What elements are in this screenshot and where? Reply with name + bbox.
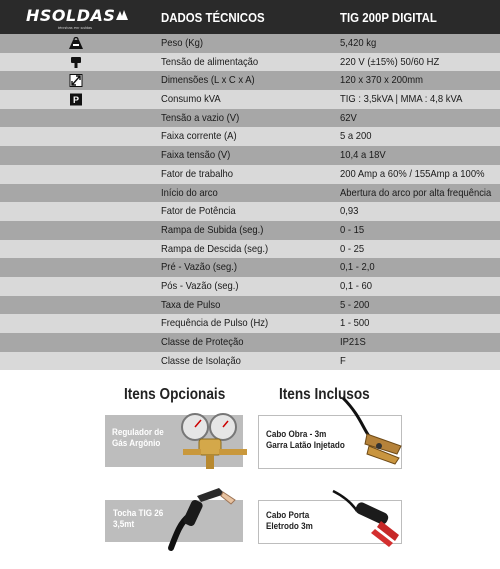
spec-label: Faixa corrente (A) [161,130,237,143]
spec-value: 0 - 15 [340,223,365,236]
model-heading: TIG 200P DIGITAL [340,10,437,25]
ground-clamp-card [258,415,402,469]
spec-label: Dimensões (L x C x A) [161,74,255,87]
spec-label: Tensão de alimentação [161,55,259,68]
spec-label: Rampa de Descida (seg.) [161,242,269,255]
technical-data-heading: DADOS TÉCNICOS [161,10,265,25]
spec-row [0,184,500,203]
spec-label: Tensão a vazio (V) [161,111,240,124]
spec-value: F [340,354,346,367]
spec-row [0,202,500,221]
spec-row [0,277,500,296]
spec-row [0,240,500,259]
electrode-holder-image [331,487,401,547]
spec-label: Consumo kVA [161,93,221,106]
spec-row [0,296,500,315]
spec-label: Fator de Potência [161,205,236,218]
brand-logo: HSOLDAS [26,6,116,25]
spec-value: 220 V (±15%) 50/60 HZ [340,55,440,68]
spec-value: 0,1 - 2,0 [340,261,375,274]
spec-label: Frequência de Pulso (Hz) [161,317,269,330]
electrode-holder-label: Cabo Porta Eletrodo 3m [266,510,313,531]
spec-label: Faixa tensão (V) [161,149,231,162]
ground-clamp-image [339,394,409,468]
tig-torch-label: Tocha TIG 26 3,5mt [113,508,164,529]
spec-label: Classe de Isolação [161,354,241,367]
gas-regulator-card [105,415,243,467]
spec-value: Abertura do arco por alta frequência [340,186,492,199]
spec-value: 5 a 200 [340,130,372,143]
spec-row [0,146,500,165]
tig-torch-image [167,482,245,552]
spec-label: Peso (Kg) [161,37,204,49]
spec-label: Início do arco [161,186,218,199]
spec-value: 120 x 370 x 200mm [340,74,423,87]
spec-value: 1 - 500 [340,317,370,330]
spec-header [0,0,500,34]
spec-label: Rampa de Subida (seg.) [161,223,264,236]
resize-icon [68,74,84,87]
included-items-title: Itens Inclusos [279,386,370,403]
spec-label: Pré - Vazão (seg.) [161,261,237,274]
spec-row [0,34,500,53]
plug-icon [68,56,84,69]
spec-label: Fator de trabalho [161,167,233,180]
brand-tagline: técnicas em soldas [58,25,93,30]
gas-regulator-image [173,405,253,473]
spec-value: 5 - 200 [340,298,370,311]
spec-row [0,352,500,371]
brand-flame-icon [115,9,129,21]
spec-value: 200 Amp a 60% / 155Amp a 100% [340,167,485,180]
spec-row [0,53,500,72]
svg-text:P: P [72,95,80,106]
ground-clamp-label: Cabo Obra - 3m Garra Latão Injetado [266,429,345,450]
spec-label: Classe de Proteção [161,336,244,348]
spec-label: Taxa de Pulso [161,298,221,311]
spec-row [0,127,500,146]
spec-value: IP21S [340,336,366,348]
spec-row [0,90,500,109]
spec-row [0,221,500,240]
electrode-holder-card [258,500,402,544]
spec-table [0,34,500,370]
spec-row [0,314,500,333]
spec-label: Pós - Vazão (seg.) [161,279,239,292]
spec-value: 5,420 kg [340,37,377,49]
optional-items-title: Itens Opcionais [124,386,226,403]
spec-value: 0,93 [340,205,359,218]
weight-icon [68,37,84,50]
gas-regulator-label: Regulador de Gás Argônio [112,427,164,448]
spec-value: 10,4 a 18V [340,149,386,162]
spec-row [0,165,500,184]
spec-row [0,333,500,352]
spec-value: 0,1 - 60 [340,279,373,292]
spec-row [0,71,500,90]
spec-value: TIG : 3,5kVA | MMA : 4,8 kVA [340,93,463,106]
spec-row [0,109,500,128]
spec-value: 0 - 25 [340,242,365,255]
power-icon [68,93,84,106]
spec-row [0,258,500,277]
spec-value: 62V [340,111,357,124]
tig-torch-card [105,500,243,542]
